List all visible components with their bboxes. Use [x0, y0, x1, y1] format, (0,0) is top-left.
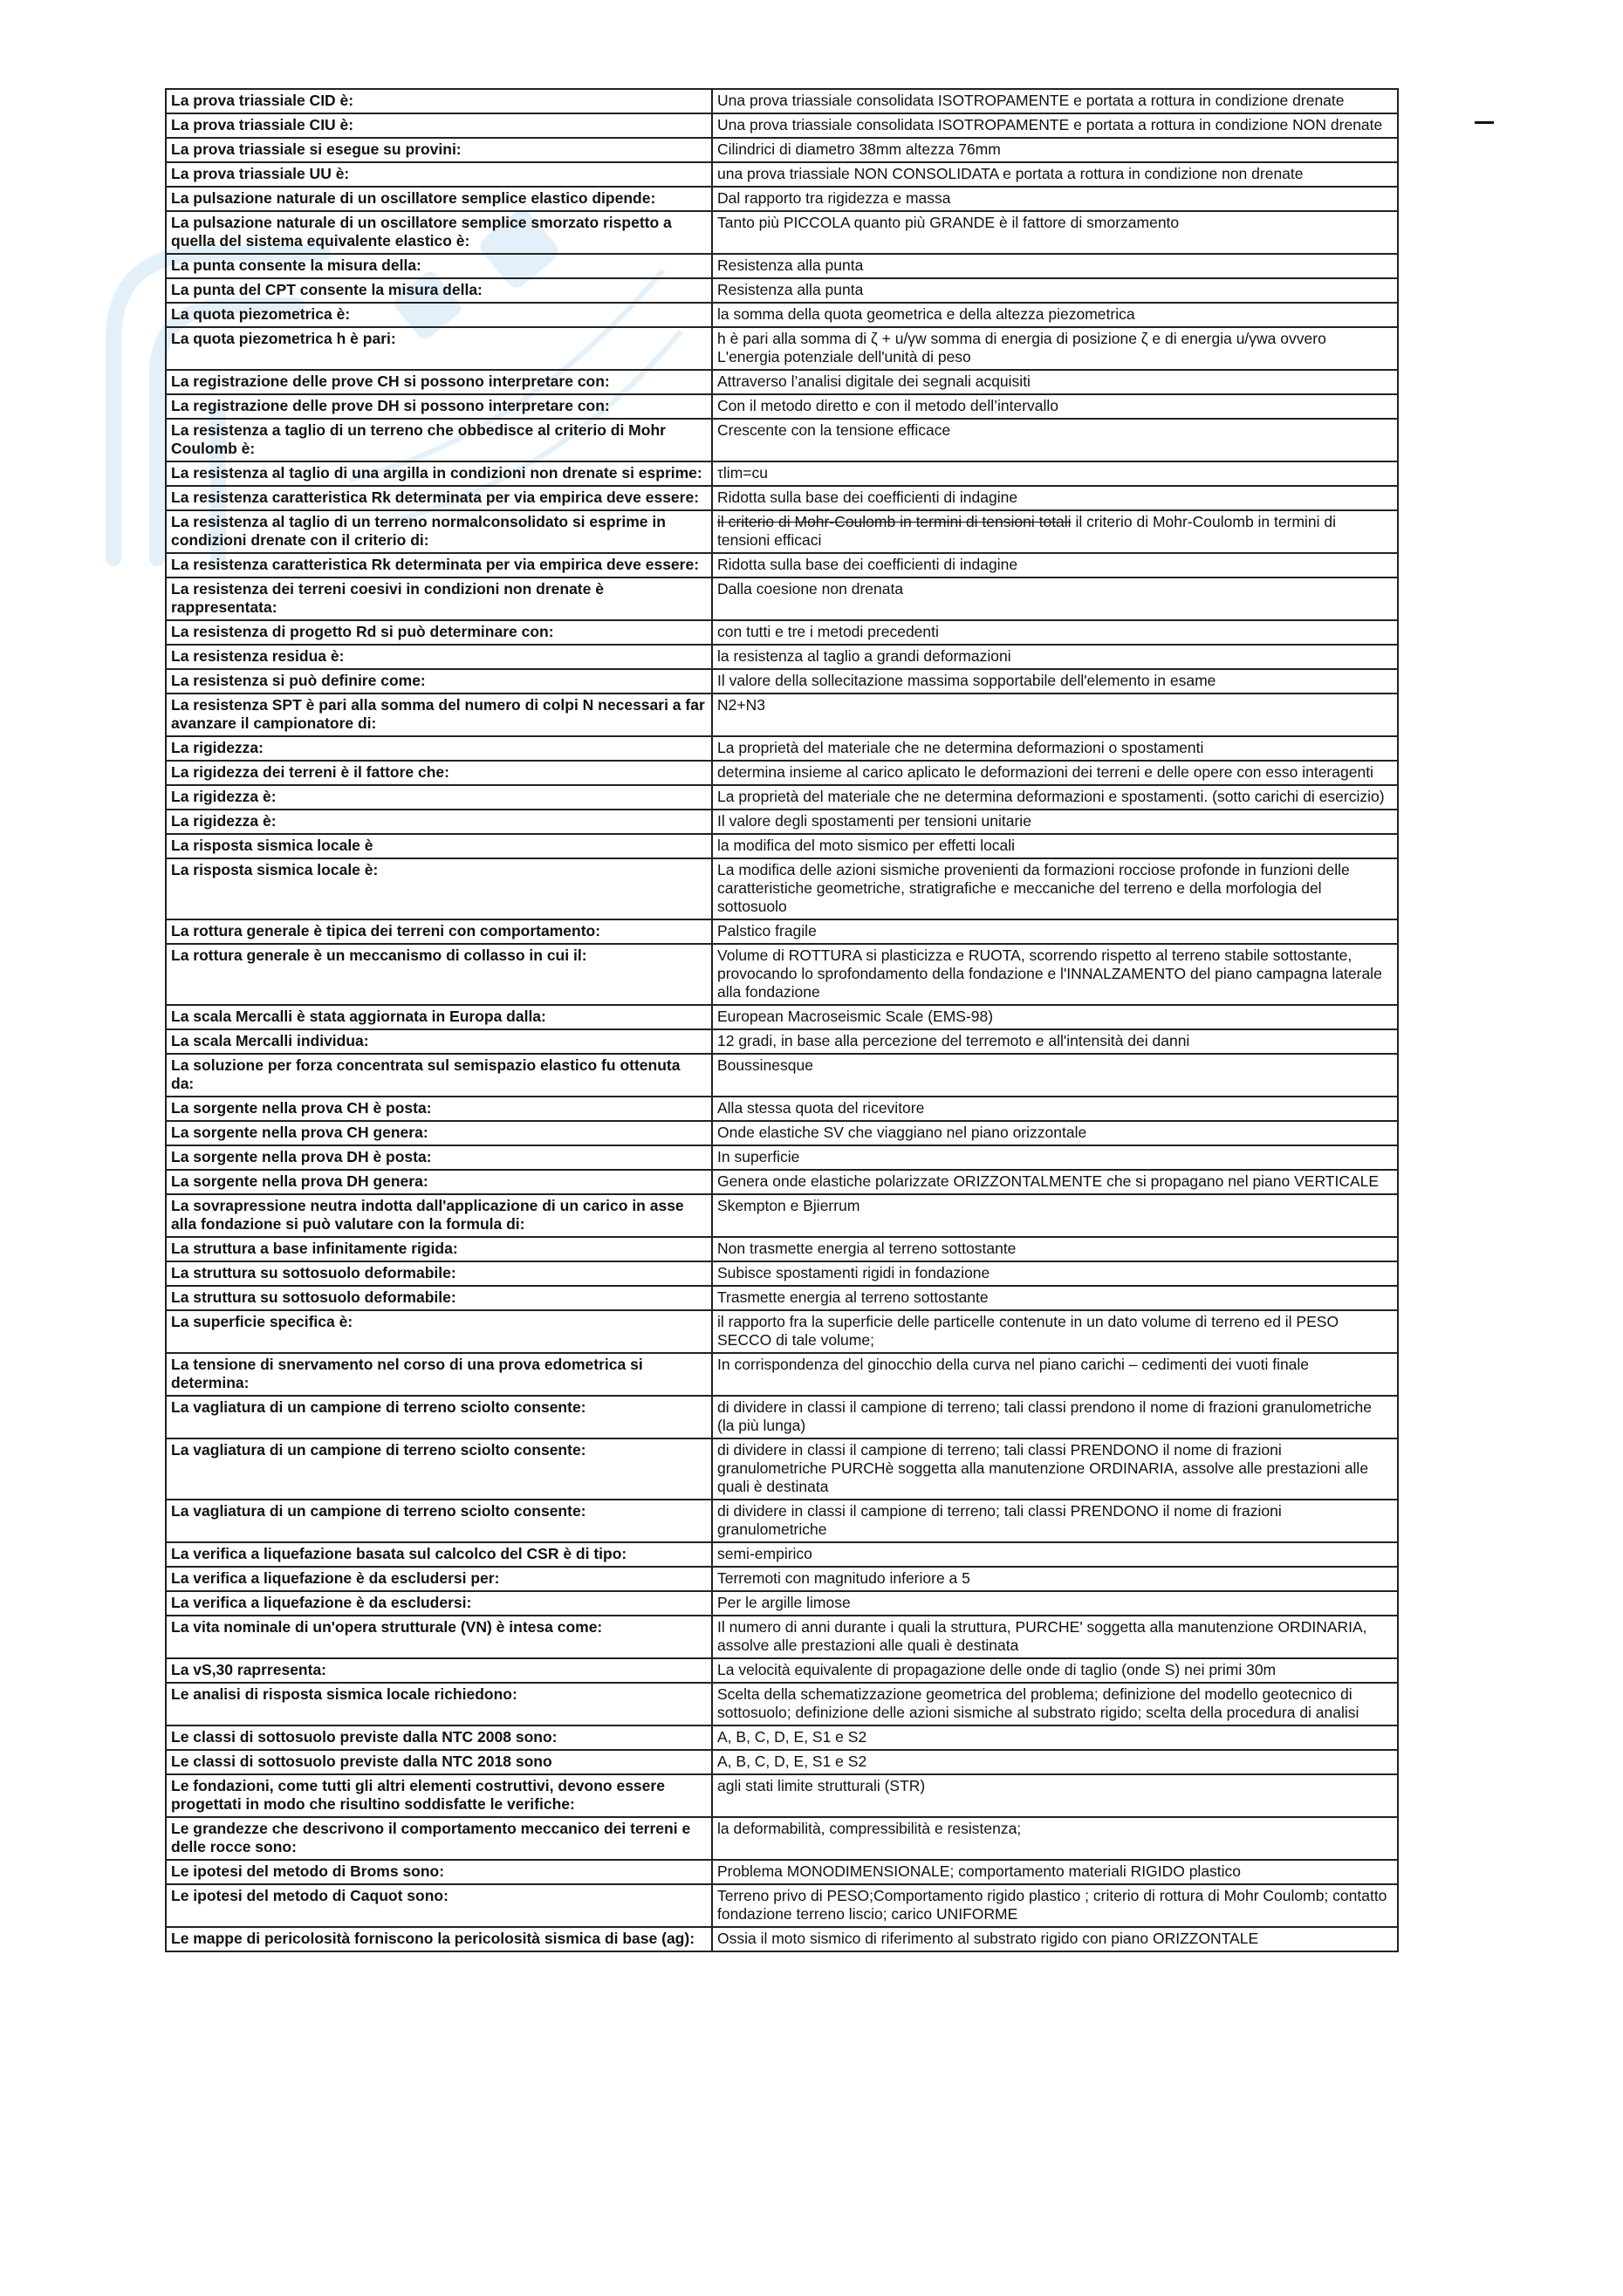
table-row	[166, 645, 1398, 669]
question-cell: La vS,30 raprresenta:	[166, 1658, 712, 1683]
question-cell: La struttura a base infinitamente rigida:	[166, 1237, 712, 1261]
answer-cell: Attraverso l’analisi digitale dei segnali acquisiti	[712, 370, 1398, 394]
answer-cell	[712, 510, 1398, 553]
question-cell: La risposta sismica locale è:	[166, 858, 712, 919]
table-row	[166, 486, 1398, 510]
question-cell: La sovrapressione neutra indotta dall'applicazione di un carico in asse alla fondazione si può valutare con la formula di:	[166, 1194, 712, 1237]
answer-cell: La proprietà del materiale che ne determina deformazioni o spostamenti	[712, 736, 1398, 761]
answer-cell: Dal rapporto tra rigidezza e massa	[712, 187, 1398, 211]
table-row	[166, 89, 1398, 113]
answer-cell: Resistenza alla punta	[712, 254, 1398, 278]
question-cell: La rottura generale è un meccanismo di collasso in cui il:	[166, 944, 712, 1005]
table-row	[166, 1438, 1398, 1500]
table-row	[166, 1353, 1398, 1396]
question-cell: La vita nominale di un'opera strutturale (VN) è intesa come:	[166, 1616, 712, 1658]
question-cell: La prova triassiale si esegue su provini:	[166, 138, 712, 162]
table-row	[166, 1658, 1398, 1683]
table-row	[166, 461, 1398, 486]
answer-cell: la somma della quota geometrica e della altezza piezometrica	[712, 303, 1398, 327]
answer-cell: A, B, C, D, E, S1 e S2	[712, 1725, 1398, 1750]
table-row	[166, 1725, 1398, 1750]
answer-cell: Una prova triassiale consolidata ISOTROPAMENTE e portata a rottura in condizione drenate	[712, 89, 1398, 113]
question-cell: La quota piezometrica è:	[166, 303, 712, 327]
table-row	[166, 370, 1398, 394]
table-row	[166, 1237, 1398, 1261]
answer-cell: Genera onde elastiche polarizzate ORIZZONTALMENTE che si propagano nel piano VERTICALE	[712, 1170, 1398, 1194]
answer-cell: N2+N3	[712, 694, 1398, 736]
answer-cell: la modifica del moto sismico per effetti locali	[712, 834, 1398, 858]
table-row	[166, 1029, 1398, 1054]
table-row	[166, 1261, 1398, 1286]
table-row	[166, 1860, 1398, 1884]
question-cell: La resistenza al taglio di una argilla in condizioni non drenate si esprime:	[166, 461, 712, 486]
table-row	[166, 1616, 1398, 1658]
question-cell: La sorgente nella prova CH genera:	[166, 1121, 712, 1145]
answer-cell: la deformabilità, compressibilità e resistenza;	[712, 1817, 1398, 1860]
question-cell: La soluzione per forza concentrata sul semispazio elastico fu ottenuta da:	[166, 1054, 712, 1097]
table-row	[166, 1567, 1398, 1591]
answer-cell: Onde elastiche SV che viaggiano nel piano orizzontale	[712, 1121, 1398, 1145]
answer-cell: una prova triassiale NON CONSOLIDATA e portata a rottura in condizione non drenate	[712, 162, 1398, 187]
answer-text: il criterio di Mohr-Coulomb in termini di tensioni efficaci	[717, 513, 1337, 549]
answer-cell: la resistenza al taglio a grandi deformazioni	[712, 645, 1398, 669]
table-row	[166, 1170, 1398, 1194]
table-row	[166, 1591, 1398, 1616]
answer-cell: semi-empirico	[712, 1542, 1398, 1567]
question-cell: La registrazione delle prove CH si possono interpretare con:	[166, 370, 712, 394]
question-cell: Le ipotesi del metodo di Caquot sono:	[166, 1884, 712, 1927]
answer-cell: τlim=cu	[712, 461, 1398, 486]
table-row	[166, 858, 1398, 919]
answer-cell: Con il metodo diretto e con il metodo dell’intervallo	[712, 394, 1398, 419]
answer-cell: Il valore degli spostamenti per tensioni unitarie	[712, 810, 1398, 834]
question-cell: La superficie specifica è:	[166, 1310, 712, 1353]
answer-cell: Dalla coesione non drenata	[712, 577, 1398, 620]
table-row	[166, 303, 1398, 327]
question-cell: La verifica a liquefazione basata sul calcolco del CSR è di tipo:	[166, 1542, 712, 1567]
table-row	[166, 761, 1398, 785]
table-row	[166, 1097, 1398, 1121]
question-cell: La rigidezza dei terreni è il fattore che:	[166, 761, 712, 785]
table-row	[166, 577, 1398, 620]
table-row	[166, 736, 1398, 761]
table-row	[166, 394, 1398, 419]
table-row	[166, 669, 1398, 694]
answer-cell: Terremoti con magnitudo inferiore a 5	[712, 1567, 1398, 1591]
answer-cell: Per le argille limose	[712, 1591, 1398, 1616]
answer-cell: Trasmette energia al terreno sottostante	[712, 1286, 1398, 1310]
answer-cell: In corrispondenza del ginocchio della curva nel piano carichi – cedimenti dei vuoti finale	[712, 1353, 1398, 1396]
question-cell: Le classi di sottosuolo previste dalla NTC 2018 sono	[166, 1750, 712, 1774]
table-row	[166, 1817, 1398, 1860]
answer-cell: Non trasmette energia al terreno sottostante	[712, 1237, 1398, 1261]
question-cell: La sorgente nella prova DH è posta:	[166, 1145, 712, 1170]
answer-cell: La velocità equivalente di propagazione delle onde di taglio (onde S) nei primi 30m	[712, 1658, 1398, 1683]
question-cell: La vagliatura di un campione di terreno sciolto consente:	[166, 1438, 712, 1500]
answer-cell: con tutti e tre i metodi precedenti	[712, 620, 1398, 645]
margin-dash	[1475, 121, 1494, 124]
table-row	[166, 810, 1398, 834]
table-row	[166, 327, 1398, 370]
question-cell: La pulsazione naturale di un oscillatore semplice smorzato rispetto a quella del sistema equivalente elastico è:	[166, 211, 712, 254]
table-row	[166, 1054, 1398, 1097]
table-row	[166, 419, 1398, 461]
answer-cell: h è pari alla somma di ζ + u/γw somma di energia di posizione ζ e di energia u/γwa ovvero L'energia potenziale dell'unità di peso	[712, 327, 1398, 370]
table-row	[166, 553, 1398, 577]
question-cell: La punta consente la misura della:	[166, 254, 712, 278]
table-row	[166, 1005, 1398, 1029]
table-row	[166, 919, 1398, 944]
question-cell: La resistenza residua è:	[166, 645, 712, 669]
question-cell: La tensione di snervamento nel corso di una prova edometrica si determina:	[166, 1353, 712, 1396]
question-cell: La rottura generale è tipica dei terreni con comportamento:	[166, 919, 712, 944]
answer-cell: Alla stessa quota del ricevitore	[712, 1097, 1398, 1121]
table-row	[166, 254, 1398, 278]
table-row	[166, 211, 1398, 254]
question-cell: Le mappe di pericolosità forniscono la pericolosità sismica di base (ag):	[166, 1927, 712, 1951]
answer-cell: Skempton e Bjierrum	[712, 1194, 1398, 1237]
question-cell: La resistenza caratteristica Rk determinata per via empirica deve essere:	[166, 486, 712, 510]
table-row	[166, 1286, 1398, 1310]
answer-cell: di dividere in classi il campione di terreno; tali classi PRENDONO il nome di frazioni granulometriche	[712, 1500, 1398, 1542]
table-row	[166, 113, 1398, 138]
table-row	[166, 620, 1398, 645]
question-cell: La scala Mercalli individua:	[166, 1029, 712, 1054]
question-cell: La rigidezza è:	[166, 810, 712, 834]
struck-answer-text: il criterio di Mohr-Coulomb in termini di tensioni totali	[717, 513, 1072, 530]
table-row	[166, 1542, 1398, 1567]
table-row	[166, 834, 1398, 858]
answer-cell: Il valore della sollecitazione massima sopportabile dell'elemento in esame	[712, 669, 1398, 694]
answer-cell: Terreno privo di PESO;Comportamento rigido plastico ; criterio di rottura di Mohr Coulomb; contatto fondazione terreno liscio; carico UNIFORME	[712, 1884, 1398, 1927]
answer-cell: A, B, C, D, E, S1 e S2	[712, 1750, 1398, 1774]
table-row	[166, 1884, 1398, 1927]
answer-cell: di dividere in classi il campione di terreno; tali classi PRENDONO il nome di frazioni granulometriche PURCHè soggetta alla manutenzione ORDINARIA, assolve alle prestazioni alle quali è destinata	[712, 1438, 1398, 1500]
table-row	[166, 1500, 1398, 1542]
answer-cell: Ridotta sulla base dei coefficienti di indagine	[712, 486, 1398, 510]
question-cell: La prova triassiale CIU è:	[166, 113, 712, 138]
question-cell: La prova triassiale CID è:	[166, 89, 712, 113]
question-cell: La sorgente nella prova DH genera:	[166, 1170, 712, 1194]
question-cell: La prova triassiale UU è:	[166, 162, 712, 187]
question-cell: La punta del CPT consente la misura della:	[166, 278, 712, 303]
question-cell: La vagliatura di un campione di terreno sciolto consente:	[166, 1396, 712, 1438]
answer-cell: determina insieme al carico aplicato le deformazioni dei terreni e delle opere con esso interagenti	[712, 761, 1398, 785]
answer-cell: Scelta della schematizzazione geometrica del problema; definizione del modello geotecnico di sottosuolo; definizione delle azioni sismiche al substrato rigido; scelta della procedura di analisi	[712, 1683, 1398, 1725]
table-row	[166, 278, 1398, 303]
question-cell: La scala Mercalli è stata aggiornata in Europa dalla:	[166, 1005, 712, 1029]
question-cell: La resistenza dei terreni coesivi in condizioni non drenate è rappresentata:	[166, 577, 712, 620]
question-cell: La struttura su sottosuolo deformabile:	[166, 1261, 712, 1286]
answer-cell: di dividere in classi il campione di terreno; tali classi prendono il nome di frazioni granulometriche (la più lunga)	[712, 1396, 1398, 1438]
answer-cell: Crescente con la tensione efficace	[712, 419, 1398, 461]
question-cell: La resistenza a taglio di un terreno che obbedisce al criterio di Mohr Coulomb è:	[166, 419, 712, 461]
table-row	[166, 1750, 1398, 1774]
answer-cell: Boussinesque	[712, 1054, 1398, 1097]
question-cell: La quota piezometrica h è pari:	[166, 327, 712, 370]
answer-cell: Tanto più PICCOLA quanto più GRANDE è il fattore di smorzamento	[712, 211, 1398, 254]
table-row	[166, 1310, 1398, 1353]
question-cell: Le analisi di risposta sismica locale richiedono:	[166, 1683, 712, 1725]
table-row	[166, 1927, 1398, 1951]
answer-cell: La modifica delle azioni sismiche provenienti da formazioni rocciose profonde in funzioni delle caratteristiche geometriche, stratigrafiche e meccaniche del terreno e della morfologia del sottosuolo	[712, 858, 1398, 919]
answer-cell: agli stati limite strutturali (STR)	[712, 1774, 1398, 1817]
question-cell: Le ipotesi del metodo di Broms sono:	[166, 1860, 712, 1884]
answer-cell: In superficie	[712, 1145, 1398, 1170]
table-row	[166, 162, 1398, 187]
table-row	[166, 138, 1398, 162]
answer-cell: Ossia il moto sismico di riferimento al substrato rigido con piano ORIZZONTALE	[712, 1927, 1398, 1951]
table-row	[166, 510, 1398, 553]
table-row	[166, 944, 1398, 1005]
answer-cell: 12 gradi, in base alla percezione del terremoto e all'intensità dei danni	[712, 1029, 1398, 1054]
table-row	[166, 785, 1398, 810]
answer-cell: il rapporto fra la superficie delle particelle contenute in un dato volume di terreno ed il PESO SECCO di tale volume;	[712, 1310, 1398, 1353]
question-cell: Le classi di sottosuolo previste dalla NTC 2008 sono:	[166, 1725, 712, 1750]
question-cell: La risposta sismica locale è	[166, 834, 712, 858]
question-cell: La struttura su sottosuolo deformabile:	[166, 1286, 712, 1310]
question-cell: La registrazione delle prove DH si possono interpretare con:	[166, 394, 712, 419]
question-cell: La rigidezza è:	[166, 785, 712, 810]
question-cell: La resistenza SPT è pari alla somma del numero di colpi N necessari a far avanzare il campionatore di:	[166, 694, 712, 736]
answer-cell: Ridotta sulla base dei coefficienti di indagine	[712, 553, 1398, 577]
answer-cell: Il numero di anni durante i quali la struttura, PURCHE' soggetta alla manutenzione ORDINARIA, assolve alle prestazioni alle quali è destinata	[712, 1616, 1398, 1658]
table-row	[166, 1774, 1398, 1817]
question-cell: La verifica a liquefazione è da escludersi:	[166, 1591, 712, 1616]
table-row	[166, 1145, 1398, 1170]
question-cell: La resistenza caratteristica Rk determinata per via empirica deve essere:	[166, 553, 712, 577]
question-cell: La verifica a liquefazione è da escludersi per:	[166, 1567, 712, 1591]
answer-cell: Resistenza alla punta	[712, 278, 1398, 303]
question-cell: La resistenza al taglio di un terreno normalconsolidato si esprime in condizioni drenate con il criterio di:	[166, 510, 712, 553]
answer-cell: Subisce spostamenti rigidi in fondazione	[712, 1261, 1398, 1286]
answer-cell: La proprietà del materiale che ne determina deformazioni e spostamenti. (sotto carichi di esercizio)	[712, 785, 1398, 810]
question-cell: Le grandezze che descrivono il comportamento meccanico dei terreni e delle rocce sono:	[166, 1817, 712, 1860]
question-cell: La pulsazione naturale di un oscillatore semplice elastico dipende:	[166, 187, 712, 211]
answer-cell: Palstico fragile	[712, 919, 1398, 944]
question-cell: La sorgente nella prova CH è posta:	[166, 1097, 712, 1121]
table-row	[166, 1194, 1398, 1237]
question-cell: Le fondazioni, come tutti gli altri elementi costruttivi, devono essere progettati in modo che risultino soddisfatte le verifiche:	[166, 1774, 712, 1817]
question-cell: La rigidezza:	[166, 736, 712, 761]
table-row	[166, 1683, 1398, 1725]
table-row	[166, 1396, 1398, 1438]
table-row	[166, 187, 1398, 211]
answer-cell: Cilindrici di diametro 38mm altezza 76mm	[712, 138, 1398, 162]
table-row	[166, 1121, 1398, 1145]
answer-cell: Problema MONODIMENSIONALE; comportamento materiali RIGIDO plastico	[712, 1860, 1398, 1884]
answer-cell: European Macroseismic Scale (EMS-98)	[712, 1005, 1398, 1029]
question-cell: La resistenza di progetto Rd si può determinare con:	[166, 620, 712, 645]
answer-cell: Una prova triassiale consolidata ISOTROPAMENTE e portata a rottura in condizione NON drenate	[712, 113, 1398, 138]
question-cell: La vagliatura di un campione di terreno sciolto consente:	[166, 1500, 712, 1542]
qa-table	[165, 88, 1399, 1952]
question-cell: La resistenza si può definire come:	[166, 669, 712, 694]
answer-cell: Volume di ROTTURA si plasticizza e RUOTA, scorrendo rispetto al terreno stabile sottostante, provocando lo sprofondamento della fondazione e l'INNALZAMENTO del piano campagna laterale alla fondazione	[712, 944, 1398, 1005]
table-row	[166, 694, 1398, 736]
